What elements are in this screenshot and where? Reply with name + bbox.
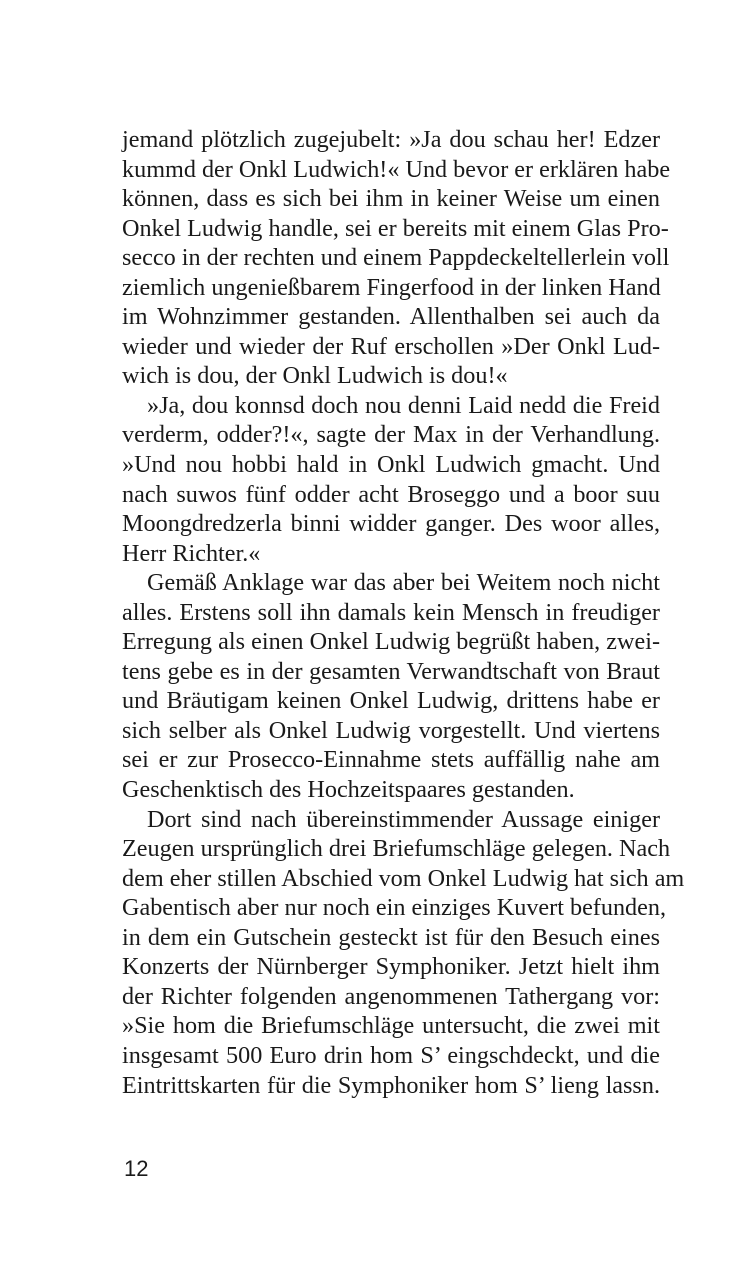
text-line: Eintrittskarten für die Symphoniker hom S’ lieng lassn.: [122, 1071, 660, 1099]
text-line: Zeugen ursprünglich drei Briefumschläge gelegen. Nach: [122, 835, 671, 863]
text-line: nach suwos fünf odder acht Broseggo und a boor suu: [122, 480, 660, 508]
text-line: »Und nou hobbi hald in Onkl Ludwich gmacht. Und: [122, 451, 660, 479]
paragraph: [122, 391, 660, 568]
text-line: »Sie hom die Briefumschläge untersucht, die zwei mit: [122, 1012, 660, 1040]
text-line: jemand plötzlich zugejubelt: »Ja dou schau her! Edzer: [122, 126, 660, 153]
body-text: [122, 125, 685, 1100]
text-line: wich is dou, der Onkl Ludwich is dou!«: [122, 362, 508, 390]
text-line: Onkel Ludwig handle, sei er bereits mit einem Glas Pro-: [122, 214, 669, 242]
text-line: und Bräutigam keinen Onkel Ludwig, drittens habe er: [122, 687, 660, 715]
text-line: Konzerts der Nürnberger Symphoniker. Jetzt hielt ihm: [122, 953, 660, 981]
page-number: 12: [124, 1156, 149, 1181]
text-line: wieder und wieder der Ruf erschollen »Der Onkl Lud-: [122, 332, 660, 360]
text-line: sich selber als Onkel Ludwig vorgestellt. Und viertens: [122, 716, 660, 744]
text-line: Moongdredzerla binni widder ganger. Des woor alles,: [122, 510, 660, 538]
text-line: Herr Richter.«: [122, 539, 261, 567]
text-line: Gabentisch aber nur noch ein einziges Kuvert befunden,: [122, 894, 667, 922]
text-line: insgesamt 500 Euro drin hom S’ eingschdeckt, und die: [122, 1041, 660, 1069]
text-line: im Wohnzimmer gestanden. Allenthalben sei auch da: [122, 303, 660, 331]
text-line: Geschenktisch des Hochzeitspaares gestanden.: [122, 776, 575, 804]
text-line: Gemäß Anklage war das aber bei Weitem noch nicht: [147, 569, 660, 597]
text-line: alles. Erstens soll ihn damals kein Mensch in freudiger: [122, 598, 660, 626]
paragraph: [122, 568, 660, 804]
text-line: können, dass es sich bei ihm in keiner Weise um einen: [122, 185, 660, 213]
text-line: Erregung als einen Onkel Ludwig begrüßt haben, zwei-: [122, 628, 660, 656]
text-line: Dort sind nach übereinstimmender Aussage einiger: [147, 805, 660, 833]
text-line: ziemlich ungenießbarem Fingerfood in der linken Hand: [122, 273, 661, 301]
text-line: tens gebe es in der gesamten Verwandtschaft von Braut: [122, 657, 660, 685]
paragraph: [122, 805, 685, 1100]
text-line: in dem ein Gutschein gesteckt ist für den Besuch eines: [122, 923, 660, 951]
text-line: der Richter folgenden angenommenen Tathergang vor:: [122, 982, 660, 1010]
text-line: sei er zur Prosecco-Einnahme stets auffällig nahe am: [122, 746, 660, 774]
text-line: »Ja, dou konnsd doch nou denni Laid nedd die Freid: [147, 391, 660, 419]
text-line: dem eher stillen Abschied vom Onkel Ludwig hat sich am: [122, 864, 685, 892]
text-line: secco in der rechten und einem Pappdeckeltellerlein voll: [122, 244, 670, 272]
text-line: verderm, odder?!«, sagte der Max in der Verhandlung.: [122, 421, 660, 449]
text-line: kummd der Onkl Ludwich!« Und bevor er erklären habe: [122, 155, 671, 183]
paragraph: [122, 125, 671, 391]
